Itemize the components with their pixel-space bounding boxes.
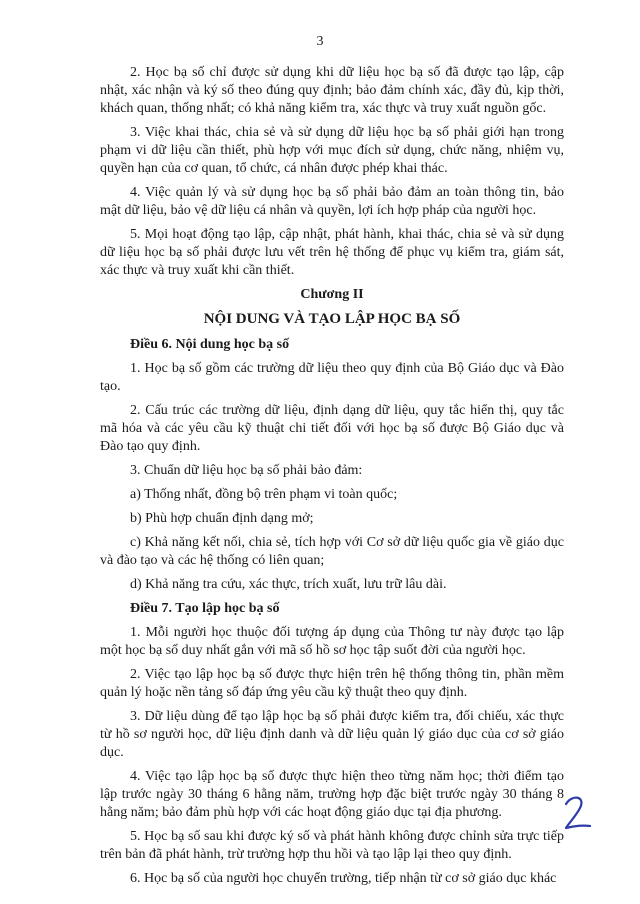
page-number: 3	[316, 34, 324, 49]
paragraph: 4. Việc quản lý và sử dụng học bạ số phải bảo đảm an toàn thông tin, bảo mật dữ liệu, bảo vệ dữ liệu cá nhân và quyền, lợi ích hợp pháp của người học.	[100, 185, 564, 218]
paragraph: 5. Mọi hoạt động tạo lập, cập nhật, phát hành, khai thác, chia sẻ và sử dụng dữ liệu học bạ số phải được lưu vết trên hệ thống để phục vụ kiểm tra, giám sát, xác thực và truy xuất khi cần thiết.	[100, 227, 564, 278]
paragraph: 2. Cấu trúc các trường dữ liệu, định dạng dữ liệu, quy tắc hiển thị, quy tắc mã hóa và các yêu cầu kỹ thuật chi tiết đối với học bạ số được Bộ Giáo dục và Đào tạo quy định.	[100, 403, 564, 454]
paragraph: c) Khả năng kết nối, chia sẻ, tích hợp với Cơ sở dữ liệu quốc gia về giáo dục và đào tạo và các hệ thống có liên quan;	[100, 535, 564, 568]
paragraph: 3. Việc khai thác, chia sẻ và sử dụng dữ liệu học bạ số phải giới hạn trong phạm vi dữ liệu cần thiết, phù hợp với mục đích sử dụng, chức năng, nhiệm vụ, quyền hạn của cơ quan, tổ chức, cá nhân được phép khai thác.	[100, 125, 564, 176]
handwritten-initial-mark	[560, 792, 594, 832]
paragraph: 2. Việc tạo lập học bạ số được thực hiện trên hệ thống thông tin, phần mềm quản lý hoặc nền tảng số đáp ứng yêu cầu kỹ thuật theo quy định.	[100, 667, 564, 700]
chapter-title: NỘI DUNG VÀ TẠO LẬP HỌC BẠ SỐ	[203, 311, 461, 327]
article-7-title: Điều 7. Tạo lập học bạ số	[130, 601, 280, 616]
paragraph: 2. Học bạ số chỉ được sử dụng khi dữ liệu học bạ số đã được tạo lập, cập nhật, xác nhận và ký số theo đúng quy định; bảo đảm chính xác, đầy đủ, kịp thời, khách quan, thống nhất; có khả năng kiểm tra, xác thực và truy xuất nguồn gốc.	[100, 65, 564, 116]
paragraph: 3. Chuẩn dữ liệu học bạ số phải bảo đảm:	[130, 463, 363, 478]
document-body	[100, 64, 564, 894]
paragraph: 1. Mỗi người học thuộc đối tượng áp dụng của Thông tư này được tạo lập một học bạ số duy nhất gắn với mã số hồ sơ học tập suốt đời của người học.	[100, 625, 564, 658]
paragraph: 6. Học bạ số của người học chuyển trường, tiếp nhận từ cơ sở giáo dục khác	[130, 871, 557, 886]
chapter-label: Chương II	[300, 287, 364, 302]
article-6-title: Điều 6. Nội dung học bạ số	[130, 337, 290, 352]
paragraph: b) Phù hợp chuẩn định dạng mở;	[130, 511, 314, 526]
paragraph: d) Khả năng tra cứu, xác thực, trích xuất, lưu trữ lâu dài.	[130, 577, 447, 592]
paragraph: a) Thống nhất, đồng bộ trên phạm vi toàn quốc;	[130, 487, 398, 502]
paragraph: 4. Việc tạo lập học bạ số được thực hiện theo từng năm học; thời điểm tạo lập trước ngày 30 tháng 6 hằng năm, trường hợp đặc biệt trước ngày 30 tháng 8 hằng năm; bảo đảm phù hợp với các hoạt động giáo dục tại địa phương.	[100, 769, 564, 820]
paragraph: 5. Học bạ số sau khi được ký số và phát hành không được chỉnh sửa trực tiếp trên bản đã phát hành, trừ trường hợp thu hồi và tạo lập lại theo quy định.	[100, 829, 564, 862]
paragraph: 1. Học bạ số gồm các trường dữ liệu theo quy định của Bộ Giáo dục và Đào tạo.	[100, 361, 564, 394]
paragraph: 3. Dữ liệu dùng để tạo lập học bạ số phải được kiểm tra, đối chiếu, xác thực từ hồ sơ người học, dữ liệu định danh và dữ liệu quản lý giáo dục của cơ sở giáo dục.	[100, 709, 564, 760]
